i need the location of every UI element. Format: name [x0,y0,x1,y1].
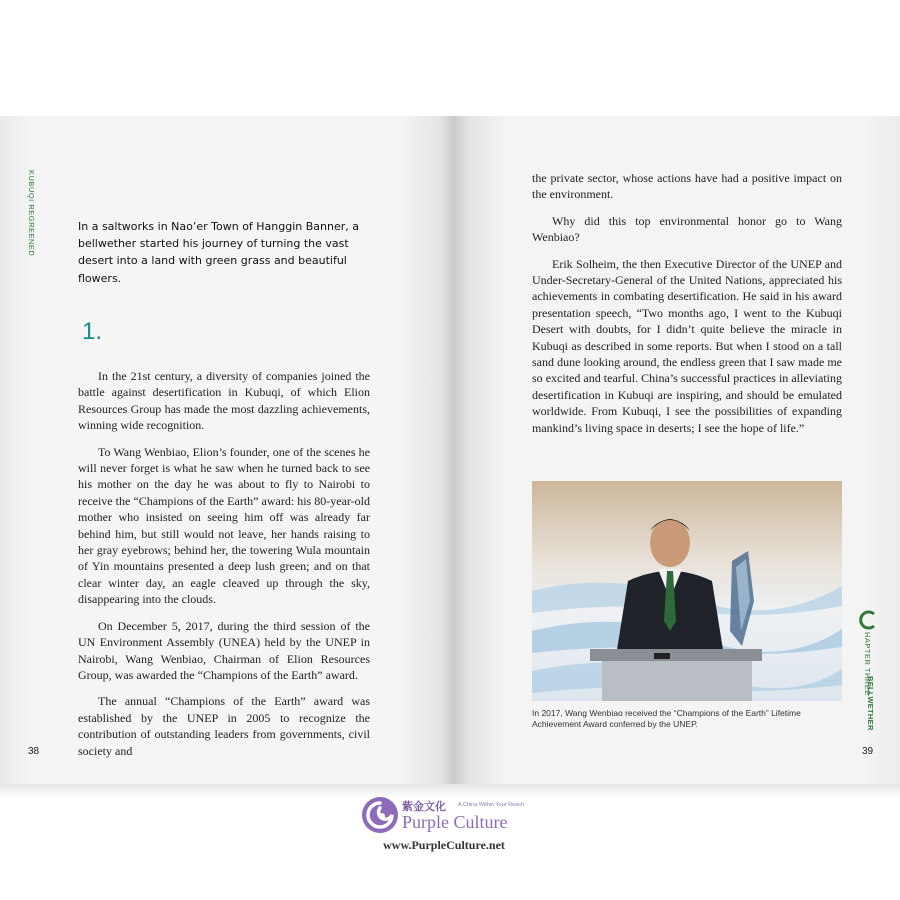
chapter-title: BELLWETHER [866,676,875,731]
photo-caption: In 2017, Wang Wenbiao received the “Champions of the Earth” Lifetime Achievement Award conferred by the UNEP. [532,708,801,729]
paragraph: In the 21st century, a diversity of companies joined the battle against desertification in Kubuqi, of which Elion Resources Group has made the most dazzling achievements, winning wide recognition. [78,369,370,433]
right-body-text [532,170,842,446]
brand-english-name: Purple Culture [402,812,508,832]
chapter-letter-c-icon [858,610,878,630]
paragraph: The annual “Champions of the Earth” award was established by the UNEP in 2005 to recognize the contribution of outstanding leaders from governments, civil society and [78,694,370,758]
running-head: KUBUQI REGREENED [27,170,36,257]
page-number-right: 39 [862,746,874,757]
paragraph: To Wang Wenbiao, Elion’s founder, one of the scenes he will never forget is what he saw when he turned back to see his mother on the day he was about to fly to Nairobi to receive the “Champions of the Earth” award: his 80-year-old mother who insisted on seeing him off was already far behind him, but still would not leave, her hands raising to her gray eyebrows; behind her, the towering Wula mountain of Yin mountains presented a deep lush green; and on that clear winter day, an eagle cleaved up through the sky, disappearing into the clouds. [78,444,370,607]
paragraph: the private sector, whose actions have had a positive impact on the environment. [532,171,842,202]
paragraph: On December 5, 2017, during the third session of the UN Environment Assembly (UNEA) held by the UNEP in Nairobi, Wang Wenbiao, Chairman of Elion Resources Group, was awarded the “Champions of the Earth” award. [78,618,370,682]
brand-url: www.PurpleCulture.net [383,838,505,852]
chapter-tab [858,610,882,730]
paragraph: Erik Solheim, the then Executive Director of the UNEP and Under-Secretary-General of the United Nations, appreciated his achievements in combating desertification. He said in his award presentation speech, “Two months ago, I went to the Kubuqi Desert with doubts, for I didn’t quite believe the miracle in Kubuqi as described in some reports. But when I stood on a tall sand dune looking around, the endless green that I saw made me so excited and tearful. China’s successful practices in alleviating desertification in Kubuqi are inspiring, and should be emulated worldwide. From Kubuqi, I see the possibilities of expanding mankind’s living space in deserts; I see the hope of life.” [532,256,842,435]
left-body-text [78,368,370,769]
chapter-lead: In a saltworks in Nao’er Town of Hanggin Banner, a bellwether started his journey of turning the vast desert into a land with green grass and beautiful flowers. [78,220,360,285]
section-number: 1. [82,318,103,345]
brand-chinese-name: 紫金文化 [402,800,446,813]
purple-culture-logo-icon [360,795,400,835]
paragraph: Why did this top environmental honor go to Wang Wenbiao? [532,213,842,245]
brand-tagline: A China Within Your Reach [458,802,525,808]
chapter-label: HAPTER THREE [863,632,872,696]
purple-culture-watermark [360,795,540,855]
page-number-left: 38 [28,746,40,757]
award-photo [532,481,842,701]
award-photo-illustration [532,481,842,701]
